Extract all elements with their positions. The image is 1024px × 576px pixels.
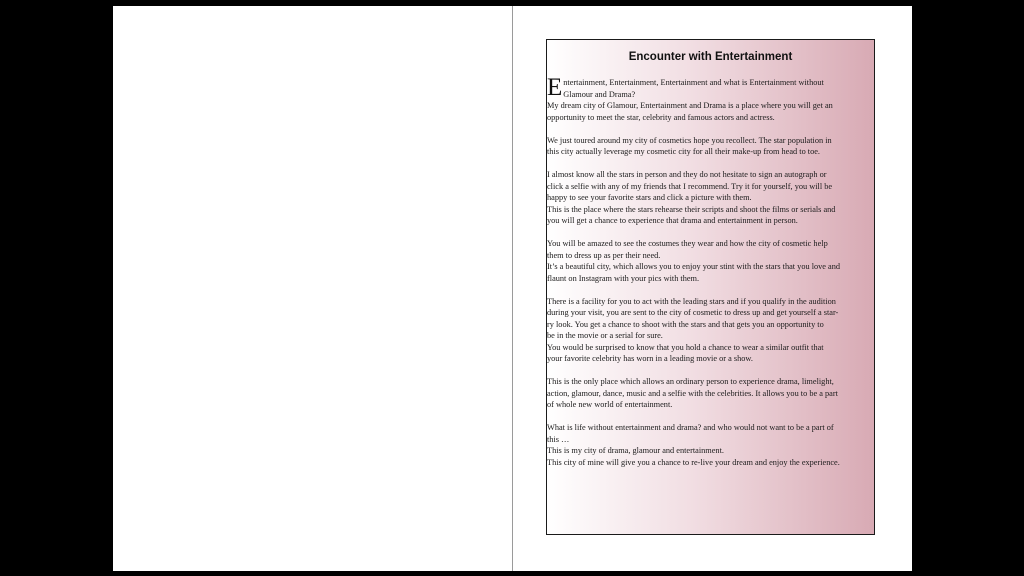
article-title: Encounter with Entertainment — [628, 51, 793, 63]
article-line: ry look. You get a chance to shoot with the stars and that gets you an opportunity to — [547, 319, 824, 329]
left-page — [113, 6, 512, 571]
article-line: This is the only place which allows an ordinary person to experience drama, limelight, — [547, 377, 834, 386]
article-paragraph — [547, 376, 875, 411]
article-line: There is a facility for you to act with the leading stars and if you qualify in the audition — [547, 296, 836, 306]
article-line: opportunity to meet the star, celebrity and famous actors and actress. — [547, 112, 775, 122]
article-line: This is the place where the stars rehearse their scripts and shoot the films or serials and — [547, 204, 836, 214]
article-paragraph — [547, 238, 875, 284]
drop-cap: E — [547, 74, 563, 101]
article-paragraph — [547, 135, 875, 158]
book-spread — [113, 6, 912, 571]
right-page — [513, 6, 912, 571]
article-line: ntertainment, Entertainment, Entertainment and what is Entertainment without — [563, 78, 824, 87]
article-line: of whole new world of entertainment. — [547, 400, 673, 409]
article-line: them to dress up as per their need. — [547, 250, 661, 260]
article-line: this … — [547, 434, 570, 444]
article-line: It’s a beautiful city, which allows you to enjoy your stint with the stars that you love and — [547, 262, 841, 271]
article-line: My dream city of Glamour, Entertainment and Drama is a place where you will get an — [547, 101, 833, 110]
article-line: You would be surprised to know that you hold a chance to wear a similar outfit that — [547, 342, 824, 352]
article-paragraph — [547, 74, 875, 123]
article-line: this city actually leverage my cosmetic city for all their make-up from head to toe. — [547, 147, 821, 156]
article-line: This is my city of drama, glamour and entertainment. — [547, 446, 724, 455]
article-line: your favorite celebrity has worn in a leading movie or a show. — [547, 354, 753, 363]
article-paragraph — [547, 169, 875, 227]
article-line: action, glamour, dance, music and a selfie with the celebrities. It allows you to be a part — [547, 388, 838, 398]
article-line: happy to see your favorite stars and click a picture with them. — [547, 193, 752, 202]
article-line: Glamour and Drama? — [563, 89, 636, 99]
article-paragraph — [547, 296, 875, 365]
article-line: click a selfie with any of my friends that I recommend. Try it for yourself, you will be — [547, 181, 833, 191]
article-line: We just toured around my city of cosmetics hope you recollect. The star population in — [547, 135, 832, 145]
article-line: you will get a chance to experience that drama and entertainment in person. — [547, 216, 798, 225]
article-line: flaunt on Instagram with your pics with them. — [547, 273, 700, 283]
article-line: This city of mine will give you a chance to re-live your dream and enjoy the experience. — [547, 457, 840, 467]
article-line: You will be amazed to see the costumes they wear and how the city of cosmetic help — [547, 239, 828, 248]
article-line: I almost know all the stars in person and they do not hesitate to sign an autograph or — [547, 170, 827, 179]
article-line: be in the movie or a serial for sure. — [547, 331, 663, 340]
article-body — [547, 74, 875, 480]
article-paragraph — [547, 422, 875, 468]
article-frame — [546, 39, 875, 535]
article-line: What is life without entertainment and drama? and who would not want to be a part of — [547, 423, 834, 432]
article-line: during your visit, you are sent to the city of cosmetic to dress up and get yourself a star- — [547, 308, 839, 317]
